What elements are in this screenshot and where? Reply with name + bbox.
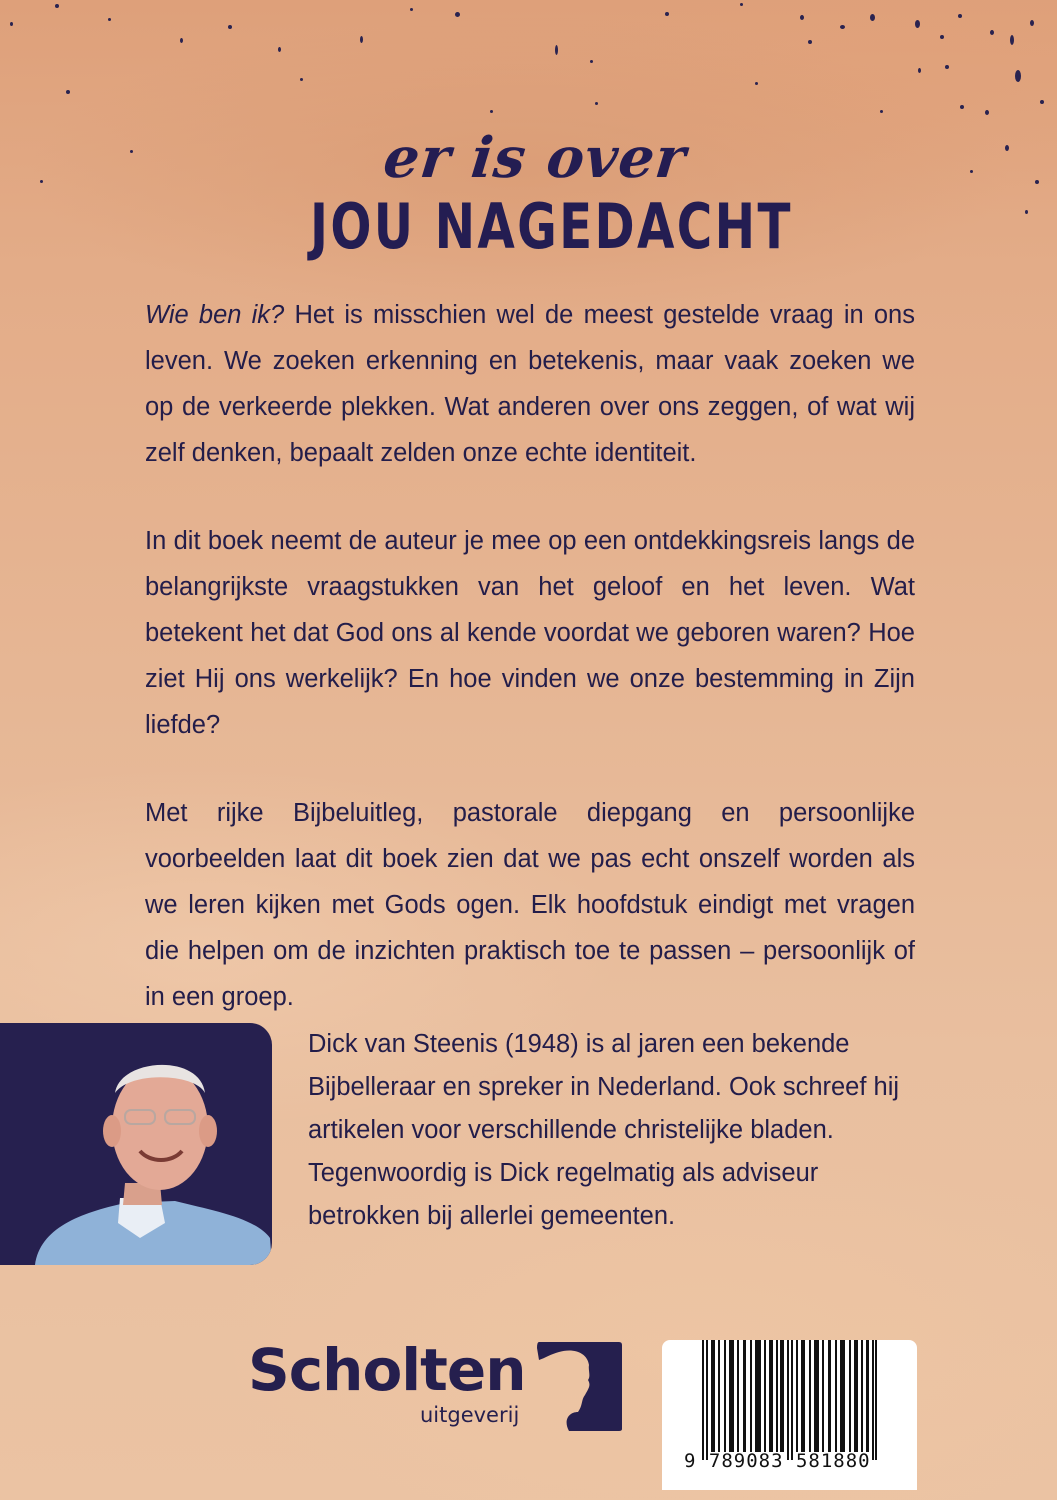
title-line-1: er is over <box>380 125 690 191</box>
author-portrait-icon <box>0 1023 272 1265</box>
publisher-name: Scholten <box>248 1336 526 1404</box>
blurb-paragraph-1 <box>145 292 915 476</box>
blurb-paragraph-3: Met rijke Bijbeluitleg, pastorale diepgang en persoonlijke voorbeelden laat dit boek zien dat we pas echt onszelf worden als we leren kijken met Gods ogen. Elk hoofdstuk eindigt met vragen die helpen om de inzichten praktisch toe te passen – persoonlijk of in een groep. <box>145 799 915 1011</box>
barcode-bars-icon <box>702 1340 877 1460</box>
isbn-barcode <box>662 1340 917 1490</box>
profile-face-logo-icon <box>533 1340 623 1432</box>
publisher-subtitle: uitgeverij <box>420 1403 520 1427</box>
isbn-digits: 9 789083 581880 <box>684 1450 871 1472</box>
blurb-paragraph-2: In dit boek neemt de auteur je mee op een ontdekkingsreis langs de belangrijkste vraagstukken van het geloof en het leven. Wat betekent het dat God ons al kende voordat we geboren waren? Hoe ziet Hij ons werkelijk? En hoe vinden we onze bestemming in Zijn liefde? <box>145 527 915 739</box>
author-bio: Dick van Steenis (1948) is al jaren een bekende Bijbelleraar en spreker in Nederland. Ook schreef hij artikelen voor verschillende christelijke bladen. Tegenwoordig is Dick regelmatig als adviseur betrokken bij allerlei gemeenten. <box>308 1030 900 1230</box>
title-line-2: JOU NAGEDACHT <box>310 190 793 263</box>
blurb-question: Wie ben ik? <box>145 301 285 329</box>
author-photo <box>0 1023 272 1265</box>
blurb-paragraph-1-text: Het is misschien wel de meest gestelde vraag in ons leven. We zoeken erkenning en betekenis, maar vaak zoeken we op de verkeerde plekken. Wat anderen over ons zeggen, of wat wij zelf denken, bepaalt zelden onze echte identiteit. <box>145 301 915 467</box>
